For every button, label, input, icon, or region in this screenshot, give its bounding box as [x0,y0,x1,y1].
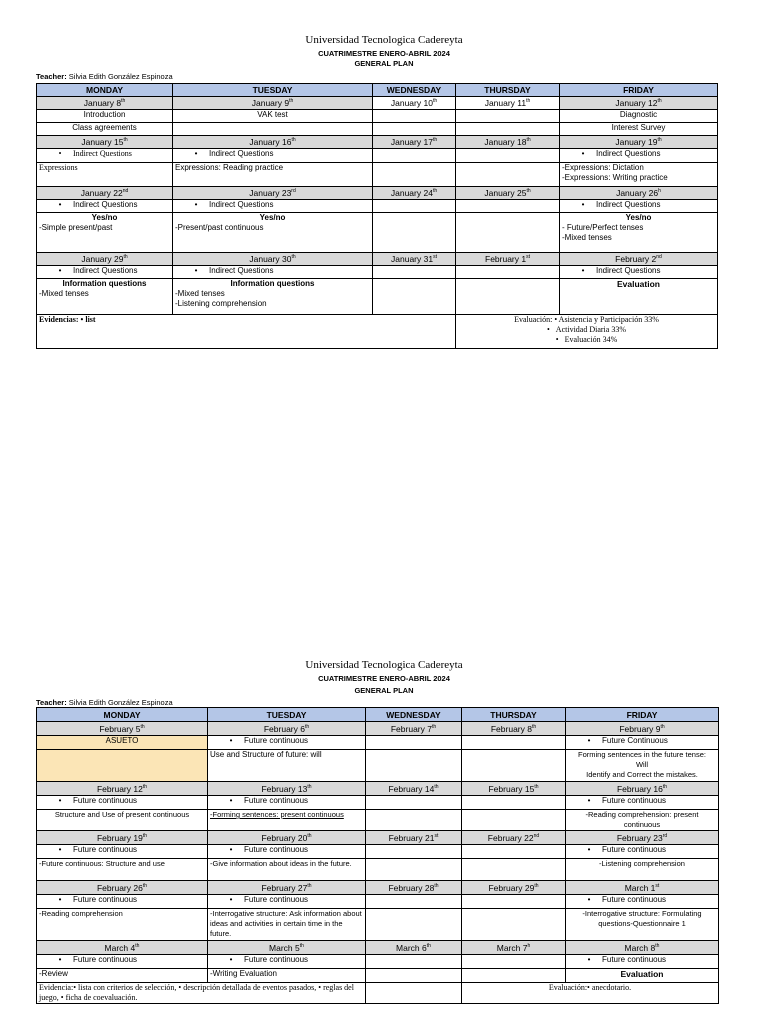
topic-cell: Diagnostic [560,110,718,123]
evidencias-cell: Evidencias: • list [37,315,456,349]
empty-cell [366,736,462,750]
empty-cell [456,149,560,163]
topic-cell: Structure and Use of present continuous [37,810,208,831]
bullet-item: • Future continuous [566,955,719,969]
evaluacion-cell: Evaluación: • Asistencia y Participación 33% • Actividad Diaria 33% • Evaluación 34% [456,315,718,349]
empty-cell [366,895,462,909]
date-cell: January 31st [373,253,456,266]
bullet-item: • Future continuous [37,796,208,810]
bullet-item: • Future continuous [566,796,719,810]
topic-cell: Information questions -Mixed tenses -Listening comprehension [173,279,373,315]
table-row [37,845,719,859]
empty-cell [456,200,560,213]
empty-cell [366,969,462,983]
table-row [37,213,718,253]
topic-cell: Information questions -Mixed tenses [37,279,173,315]
empty-cell [462,750,566,782]
empty-cell [366,750,462,782]
bullet-item: • Future continuous [566,845,719,859]
page2-university-title: Universidad Tecnologica Cadereyta [305,659,463,671]
day-header-row [37,84,718,97]
bullet-item: • Indirect Questions [173,266,373,279]
asueto-cell: ASUETO [37,736,208,750]
topic-cell: Introduction [37,110,173,123]
date-cell: March 8th [566,941,719,955]
day-friday: FRIDAY [560,84,718,97]
topic-cell: Yes/no -Simple present/past [37,213,173,253]
empty-cell [366,796,462,810]
date-cell: January 26$^h$ [560,187,718,200]
empty-cell [462,895,566,909]
date-cell: January 29th [37,253,173,266]
empty-cell [456,110,560,123]
page2-plan-title: GENERAL PLAN [354,686,414,695]
date-cell: February 9th [566,722,719,736]
date-cell: January 12th [560,97,718,110]
day-wednesday: WEDNESDAY [373,84,456,97]
table-row [37,279,718,315]
page2-plan-table [36,707,719,1004]
date-cell: February 28th [366,881,462,895]
table-row [37,810,719,831]
empty-cell [456,163,560,187]
bullet-item: • Indirect Questions [173,149,373,163]
date-cell: January 18th [456,136,560,149]
empty-cell [462,909,566,941]
footer-row [37,983,719,1004]
bullet-item: • Future continuous [208,955,366,969]
empty-cell [462,969,566,983]
empty-cell [366,845,462,859]
topic-cell: -Interrogative structure: Ask information about ideas and activities in certain time in the future. [208,909,366,941]
bullet-item: • Indirect Questions [560,200,718,213]
date-cell: January 10th [373,97,456,110]
day-monday: MONDAY [37,84,173,97]
date-cell: January 11th [456,97,560,110]
table-row [37,750,719,782]
date-cell: February 13th [208,782,366,796]
bullet-item: • Future continuous [208,895,366,909]
empty-cell [366,909,462,941]
empty-cell [373,123,456,136]
date-cell: February 12th [37,782,208,796]
empty-cell [373,279,456,315]
bullet-item: • Indirect Questions [37,200,173,213]
topic-cell: Forming sentences in the future tense: Will Identify and Correct the mistakes. [566,750,719,782]
bullet-item: • Future continuous [208,736,366,750]
page1-plan-table [36,83,718,349]
table-row [37,859,719,881]
bullet-item: • Future continuous [566,895,719,909]
date-cell: January 15th [37,136,173,149]
date-row [37,941,719,955]
empty-cell [456,266,560,279]
empty-cell [462,955,566,969]
table-row [37,909,719,941]
empty-cell [366,983,462,1004]
topic-cell: -Review [37,969,208,983]
date-row [37,782,719,796]
bullet-item: • Indirect Questions [37,149,173,163]
bullet-item: • Future continuous [208,796,366,810]
evidencia-cell: Evidencia:• lista con criterios de selección, • descripción detallada de eventos pasados, • reglas del juego, • ficha de coevaluación. [37,983,366,1004]
page2-teacher-line: Teacher: Silvia Edith González Espinoza [36,698,173,707]
date-cell: February 2nd [560,253,718,266]
date-cell: February 1st [456,253,560,266]
page2-term: CUATRIMESTRE ENERO-ABRIL 2024 [318,674,450,683]
date-row [37,136,718,149]
table-row [37,200,718,213]
date-cell: March 4th [37,941,208,955]
date-cell: January 19th [560,136,718,149]
date-row [37,881,719,895]
topic-cell: Use and Structure of future: will [208,750,366,782]
date-cell: February 20th [208,831,366,845]
topic-cell: -Listening comprehension [566,859,719,881]
bullet-item: • Future continuous [37,955,208,969]
bullet-item: • Future Continuous [566,736,719,750]
topic-cell: -Writing Evaluation [208,969,366,983]
day-tuesday: TUESDAY [208,708,366,722]
topic-cell: -Expressions: Dictation -Expressions: Writing practice [560,163,718,187]
empty-cell [373,149,456,163]
empty-cell [173,123,373,136]
date-cell: February 16th [566,782,719,796]
topic-cell: -Give information about ideas in the future. [208,859,366,881]
page1-term: CUATRIMESTRE ENERO-ABRIL 2024 [318,49,450,58]
empty-cell [462,796,566,810]
empty-cell [456,279,560,315]
empty-cell [462,859,566,881]
bullet-item: • Future continuous [37,845,208,859]
date-cell: February 21st [366,831,462,845]
date-row [37,831,719,845]
table-row [37,955,719,969]
day-thursday: THURSDAY [462,708,566,722]
day-friday: FRIDAY [566,708,719,722]
date-cell: January 9th [173,97,373,110]
date-cell: February 27th [208,881,366,895]
date-cell: February 5th [37,722,208,736]
topic-cell: -Reading comprehension: present continuous [566,810,719,831]
topic-cell: -Forming sentences: present continuous [208,810,366,831]
page1-plan-title: GENERAL PLAN [354,59,414,68]
date-cell: January 25th [456,187,560,200]
date-cell: February 14th [366,782,462,796]
bullet-item: • Indirect Questions [173,200,373,213]
table-row [37,110,718,123]
date-row [37,97,718,110]
topic-cell: -Future continuous: Structure and use [37,859,208,881]
bullet-item: • Future continuous [37,895,208,909]
table-row [37,796,719,810]
topic-cell: VAK test [173,110,373,123]
date-cell: February 19th [37,831,208,845]
date-cell: February 15th [462,782,566,796]
date-cell: February 8th [462,722,566,736]
table-row [37,895,719,909]
day-wednesday: WEDNESDAY [366,708,462,722]
date-cell: March 6th [366,941,462,955]
footer-row [37,315,718,349]
date-cell: February 7th [366,722,462,736]
table-row [37,969,719,983]
date-row [37,722,719,736]
topic-cell: Yes/no - Future/Perfect tenses -Mixed tenses [560,213,718,253]
table-row [37,736,719,750]
day-thursday: THURSDAY [456,84,560,97]
date-cell: January 8th [37,97,173,110]
empty-cell [373,200,456,213]
empty-cell [366,859,462,881]
topic-cell: Yes/no -Present/past continuous [173,213,373,253]
empty-cell [373,163,456,187]
date-cell: January 23rd [173,187,373,200]
topic-cell: Class agreements [37,123,173,136]
topic-cell: -Reading comprehension [37,909,208,941]
empty-cell [462,736,566,750]
empty-cell [456,213,560,253]
table-row [37,266,718,279]
empty-cell [456,123,560,136]
day-tuesday: TUESDAY [173,84,373,97]
date-cell: March 1st [566,881,719,895]
topic-cell: Expressions: Reading practice [173,163,373,187]
page1-teacher-line: Teacher: Silvia Edith González Espinoza [36,72,173,81]
asueto-cell [37,750,208,782]
date-cell: January 16th [173,136,373,149]
empty-cell [373,110,456,123]
date-cell: January 30th [173,253,373,266]
bullet-item: • Indirect Questions [560,149,718,163]
date-cell: February 29th [462,881,566,895]
day-monday: MONDAY [37,708,208,722]
empty-cell [462,845,566,859]
topic-cell: Expressions [37,163,173,187]
date-cell: March 5th [208,941,366,955]
date-row [37,187,718,200]
empty-cell [366,955,462,969]
date-cell: February 22nd [462,831,566,845]
topic-cell: Evaluation [560,279,718,315]
bullet-item: • Indirect Questions [37,266,173,279]
date-cell: January 24th [373,187,456,200]
day-header-row [37,708,719,722]
table-row [37,123,718,136]
page1-university-title: Universidad Tecnologica Cadereyta [305,34,463,46]
topic-cell: Evaluation [566,969,719,983]
empty-cell [462,810,566,831]
date-cell: February 6th [208,722,366,736]
evaluacion-cell: Evaluación:• anecdotario. [462,983,719,1004]
table-row [37,163,718,187]
date-cell: January 22nd [37,187,173,200]
bullet-item: • Indirect Questions [560,266,718,279]
topic-cell: -Interrogative structure: Formulating questions-Questionnaire 1 [566,909,719,941]
empty-cell [366,810,462,831]
topic-cell: Interest Survey [560,123,718,136]
date-cell: January 17th [373,136,456,149]
date-cell: March 7$^h$ [462,941,566,955]
bullet-item: • Future continuous [208,845,366,859]
date-cell: February 26th [37,881,208,895]
date-row [37,253,718,266]
table-row [37,149,718,163]
empty-cell [373,213,456,253]
empty-cell [373,266,456,279]
date-cell: February 23rd [566,831,719,845]
